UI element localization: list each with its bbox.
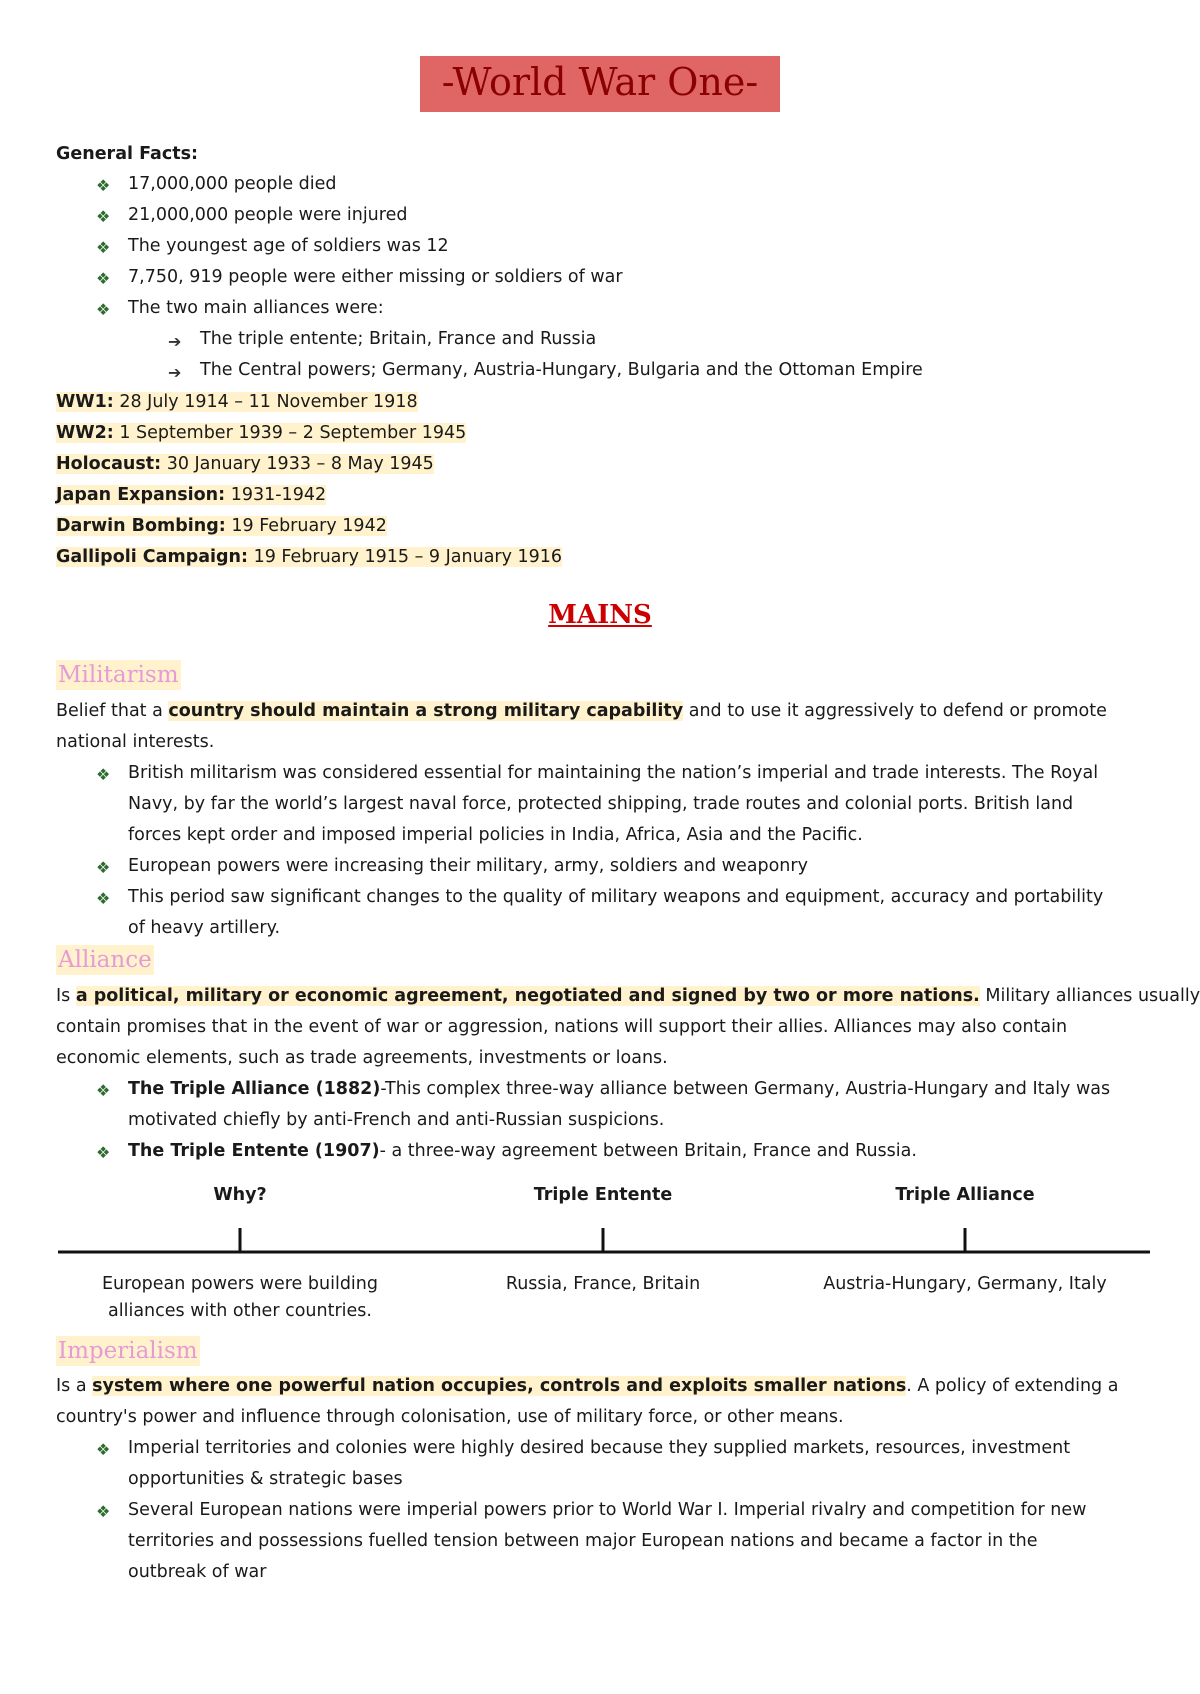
diamond-bullet-icon: ❖ <box>96 269 111 288</box>
militarism-bullet: European powers were increasing their military, army, soldiers and weaponry <box>128 856 808 876</box>
fact-item: 7,750, 919 people were either missing or soldiers of war <box>128 267 623 287</box>
militarism-definition: Belief that a country should maintain a strong military capability and to use it aggressively to defend or promote <box>56 701 1107 721</box>
fact-item: 17,000,000 people died <box>128 174 337 194</box>
imperialism-definition-cont: country's power and influence through colonisation, use of military force, or other means. <box>56 1407 844 1427</box>
general-facts-heading: General Facts: <box>56 144 198 164</box>
imperialism-bullet: Imperial territories and colonies were highly desired because they supplied markets, resources, investment <box>128 1438 1071 1458</box>
militarism-heading: Militarism <box>58 662 179 688</box>
militarism-bullet: This period saw significant changes to the quality of military weapons and equipment, accuracy and portability <box>128 887 1104 907</box>
alliance-definition-cont: economic elements, such as trade agreements, investments or loans. <box>56 1048 668 1068</box>
timeline-desc-entente: Russia, France, Britain <box>505 1274 701 1294</box>
alliance-heading: Alliance <box>58 947 152 973</box>
diamond-bullet-icon: ❖ <box>96 765 111 784</box>
arrow-right-icon: ➔ <box>168 363 182 382</box>
timeline-desc-why: European powers were building alliances with other countries. <box>101 1274 378 1321</box>
fact-item: The two main alliances were: <box>128 298 384 318</box>
alliance-definition-cont: contain promises that in the event of war or aggression, nations will support their allies. Alliances may also contain <box>56 1017 1068 1037</box>
diamond-bullet-icon: ❖ <box>96 176 111 195</box>
militarism-bullet: British militarism was considered essential for maintaining the nation’s imperial and trade interests. The Royal <box>128 763 1099 783</box>
imperialism-bullet-cont: territories and possessions fuelled tension between major European nations and became a factor in the <box>128 1531 1038 1551</box>
date-row: Gallipoli Campaign: 19 February 1915 – 9 January 1916 <box>56 547 563 567</box>
date-row: Japan Expansion: 1931-1942 <box>56 485 327 505</box>
imperialism-definition: Is a system where one powerful nation occupies, controls and exploits smaller nations. A policy of extending a <box>56 1376 1119 1396</box>
timeline-label-why: Why? <box>213 1185 267 1205</box>
diamond-bullet-icon: ❖ <box>96 889 111 908</box>
mains-heading: MAINS <box>548 600 652 630</box>
militarism-definition-cont: national interests. <box>56 732 215 752</box>
militarism-bullet-cont: Navy, by far the world’s largest naval force, protected shipping, trade routes and colonial ports. British land <box>128 794 1074 814</box>
alliance-bullet-cont: motivated chiefly by anti-French and anti-Russian suspicions. <box>128 1110 665 1130</box>
alliance-definition: Is a political, military or economic agreement, negotiated and signed by two or more nations. Military alliances usually <box>56 986 1200 1006</box>
imperialism-bullet: Several European nations were imperial powers prior to World War I. Imperial rivalry and competition for new <box>128 1500 1087 1520</box>
alliance-bullet: The Triple Entente (1907)- a three-way agreement between Britain, France and Russia. <box>128 1141 917 1161</box>
fact-item: The youngest age of soldiers was 12 <box>128 236 449 256</box>
diamond-bullet-icon: ❖ <box>96 207 111 226</box>
diamond-bullet-icon: ❖ <box>96 238 111 257</box>
timeline-axis <box>0 1220 1200 1260</box>
militarism-bullet-cont: of heavy artillery. <box>128 918 281 938</box>
document-title: -World War One- <box>420 56 780 112</box>
imperialism-heading: Imperialism <box>58 1338 198 1364</box>
diamond-bullet-icon: ❖ <box>96 1502 111 1521</box>
date-row: Holocaust: 30 January 1933 – 8 May 1945 <box>56 454 434 474</box>
diamond-bullet-icon: ❖ <box>96 1081 111 1100</box>
date-row: WW1: 28 July 1914 – 11 November 1918 <box>56 392 418 412</box>
diamond-bullet-icon: ❖ <box>96 1143 111 1162</box>
timeline-label-alliance: Triple Alliance <box>895 1185 1035 1205</box>
fact-item: 21,000,000 people were injured <box>128 205 408 225</box>
imperialism-bullet-cont: outbreak of war <box>128 1562 267 1582</box>
diamond-bullet-icon: ❖ <box>96 1440 111 1459</box>
alliance-bullet: The Triple Alliance (1882)-This complex three-way alliance between Germany, Austria-Hungary and Italy was <box>128 1079 1111 1099</box>
sub-fact-item: The Central powers; Germany, Austria-Hungary, Bulgaria and the Ottoman Empire <box>200 360 923 380</box>
timeline-desc-alliance: Austria-Hungary, Germany, Italy <box>823 1274 1107 1294</box>
arrow-right-icon: ➔ <box>168 332 182 351</box>
sub-fact-item: The triple entente; Britain, France and Russia <box>200 329 597 349</box>
diamond-bullet-icon: ❖ <box>96 858 111 877</box>
militarism-bullet-cont: forces kept order and imposed imperial policies in India, Africa, Asia and the Pacific. <box>128 825 863 845</box>
imperialism-bullet-cont: opportunities & strategic bases <box>128 1469 403 1489</box>
timeline-label-entente: Triple Entente <box>533 1185 673 1205</box>
date-row: Darwin Bombing: 19 February 1942 <box>56 516 387 536</box>
date-row: WW2: 1 September 1939 – 2 September 1945 <box>56 423 467 443</box>
diamond-bullet-icon: ❖ <box>96 300 111 319</box>
